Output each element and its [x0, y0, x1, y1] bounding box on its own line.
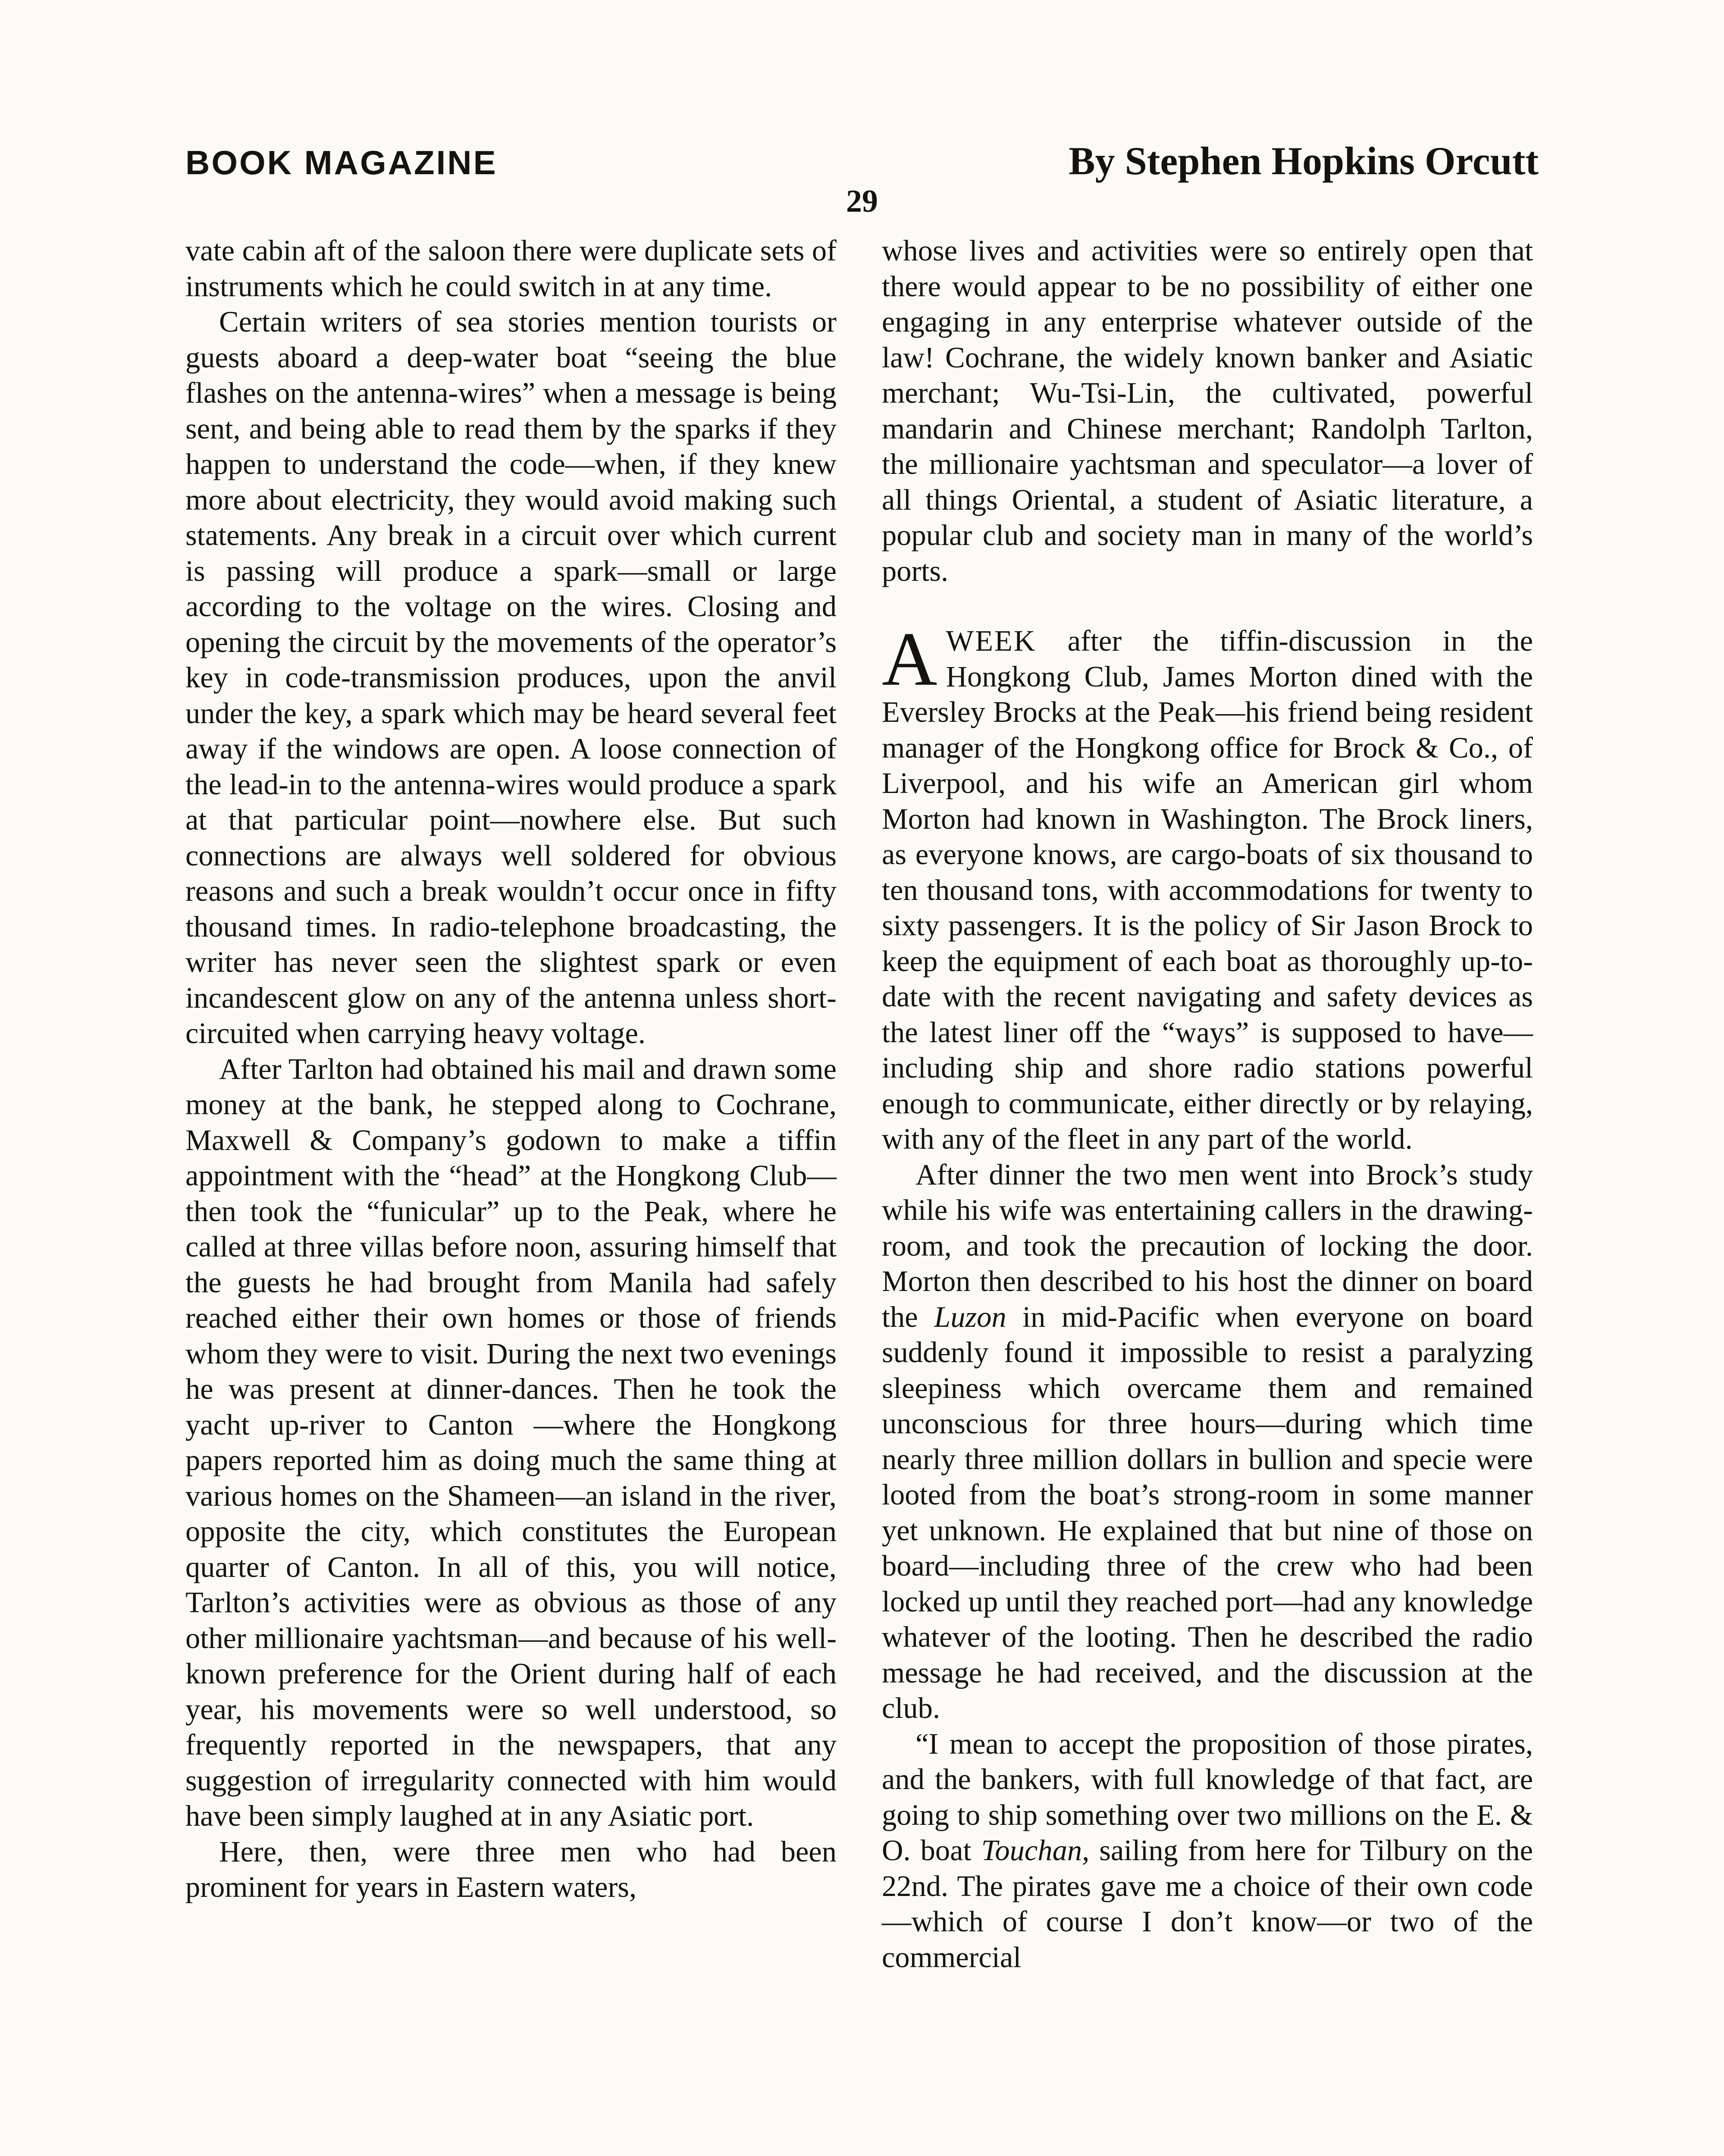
right-paragraph-4	[882, 1726, 1533, 1975]
right-paragraph-2-text: after the tiffin-discussion in the Hongkong Club, James Morton dined with the Eversley Brocks at the Peak—his friend being resident manager of the Hongkong office for Brock & Co., of Liverpool, and his wife an American girl whom Morton had known in Washington. The Brock liners, as everyone knows, are cargo-boats of six thousand to ten thousand tons, with accommodations for twenty to sixty passengers. It is the policy of Sir Jason Brock to keep the equipment of each boat as thoroughly up-to-date with the recent navigating and safety devices as the latest liner off the “ways” is supposed to have—including ship and shore radio stations powerful enough to communicate, either directly or by relaying, with any of the fleet in any part of the world.	[882, 624, 1533, 1155]
left-paragraph-2: Certain writers of sea stories mention tourists or guests aboard a deep-water boat “seeing the blue flashes on the antenna-wires” when a message is being sent, and being able to read them by the sparks if they happen to understand the code—when, if they knew more about electricity, they would avoid making such statements. Any break in a circuit over which current is passing will produce a spark—small or large according to the voltage on the wires. Closing and opening the circuit by the movements of the operator’s key in code-transmission produces, upon the anvil under the key, a spark which may be heard several feet away if the windows are open. A loose connection of the lead-in to the antenna-wires would produce a spark at that particular point—nowhere else. But such connections are always well soldered for obvious reasons and such a break wouldn’t occur once in fifty thousand times. In radio-telephone broadcasting, the writer has never seen the slightest spark or even incandescent glow on any of the antenna unless short-circuited when carrying heavy voltage.	[185, 305, 837, 1050]
right-paragraph-4-text-b: sailing from here for Tilbury on the 22nd. The pirates gave me a choice of their own code—which of course I don’t know—or two of the commercial	[882, 1834, 1533, 1974]
small-caps-lead: WEEK	[946, 624, 1037, 657]
left-paragraph-1: vate cabin aft of the saloon there were duplicate sets of instruments which he could switch in at any time.	[185, 234, 837, 303]
ship-name-luzon: Luzon	[934, 1300, 1006, 1333]
page-number: 29	[846, 184, 878, 219]
author-byline: By Stephen Hopkins Orcutt	[1069, 139, 1539, 183]
right-paragraph-2	[882, 616, 1533, 1157]
magazine-title: BOOK MAGAZINE	[185, 144, 498, 182]
section-break	[882, 589, 1533, 623]
right-paragraph-3-text-b: in mid-Pacific when everyone on board suddenly found it impossible to resist a paralyzing sleepiness which overcame them and remained unconscious for three hours—during which time nearly three million dollars in bullion and specie were looted from the boat’s strong-room in some manner yet unknown. He explained that but nine of those on board—including three of the crew who had been locked up until they reached port—had any knowledge whatever of the looting. Then he described the radio message he had received, and the discussion at the club.	[882, 1300, 1533, 1724]
right-column	[882, 233, 1533, 1975]
running-head	[185, 138, 1539, 185]
right-paragraph-1: whose lives and activities were so entirely open that there would appear to be no possibility of either one engaging in any enterprise whatever outside of the law! Cochrane, the widely known banker and Asiatic merchant; Wu-Tsi-Lin, the cultivated, powerful mandarin and Chinese merchant; Randolph Tarlton, the millionaire yachtsman and speculator—a lover of all things Oriental, a student of Asiatic literature, a popular club and society man in many of the world’s ports.	[882, 234, 1533, 587]
right-paragraph-3-text-a: After dinner the two men went into Brock’s study while his wife was entertaining callers in the drawing-room, and took the precaution of locking the door. Morton then described to his host the dinner on board the	[882, 1158, 1533, 1333]
drop-cap: A	[882, 616, 937, 702]
left-paragraph-3: After Tarlton had obtained his mail and drawn some money at the bank, he stepped along to Cochrane, Maxwell & Company’s godown to make a tiffin appointment with the “head” at the Hongkong Club—then took the “funicular” up to the Peak, where he called at three villas before noon, assuring himself that the guests he had brought from Manila had safely reached either their own homes or those of friends whom they were to visit. During the next two evenings he was present at dinner-dances. Then he took the yacht up-river to Canton —where the Hongkong papers reported him as doing much the same thing at various homes on the Shameen—an island in the river, opposite the city, which constitutes the European quarter of Canton. In all of this, you will notice, Tarlton’s activities were as obvious as those of any other millionaire yachtsman—and because of his well-known preference for the Orient during half of each year, his movements were so well understood, so frequently reported in the newspapers, that any suggestion of irregularity connected with him would have been simply laughed at in any Asiatic port.	[185, 1052, 837, 1832]
ship-name-touchan: Touchan,	[981, 1834, 1090, 1867]
right-paragraph-3	[882, 1157, 1533, 1726]
right-paragraph-4-text-a: “I mean to accept the proposition of those pirates, and the bankers, with full knowledge of that fact, are going to ship something over two millions on the E. & O. boat	[882, 1727, 1533, 1867]
left-column	[185, 233, 837, 1905]
left-paragraph-4: Here, then, were three men who had been prominent for years in Eastern waters,	[185, 1835, 837, 1903]
